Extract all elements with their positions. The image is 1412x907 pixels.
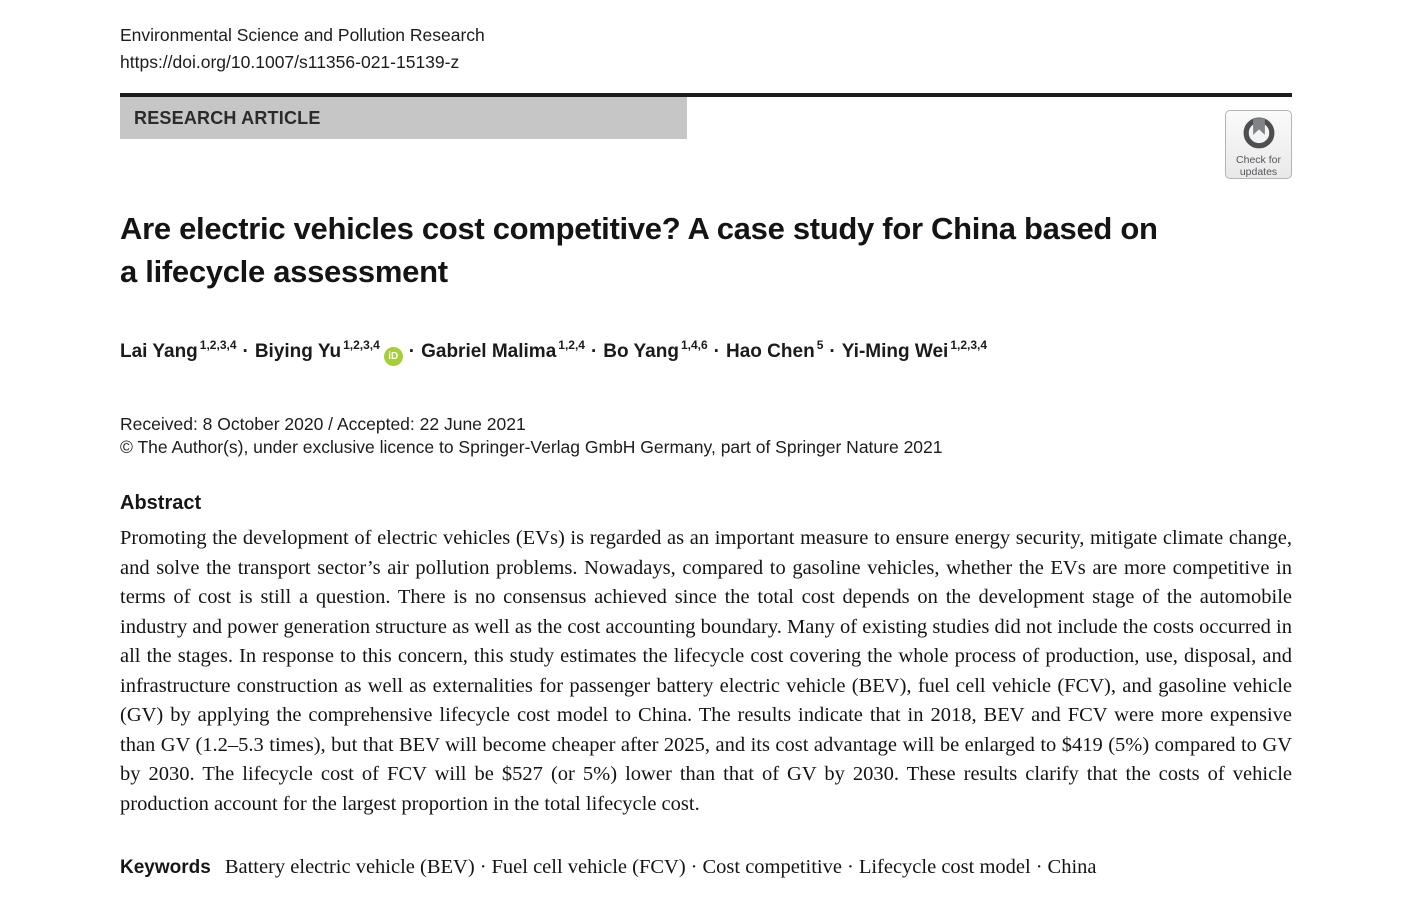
author-separator: · [408, 341, 416, 363]
author-separator: · [829, 341, 836, 363]
received-accepted-dates: Received: 8 October 2020 / Accepted: 22 June 2021 [120, 414, 526, 435]
orcid-icon[interactable]: iD [384, 347, 403, 366]
author-affiliations: 1,2,3,4 [950, 338, 988, 352]
keyword: Lifecycle cost model [858, 856, 1031, 879]
author-affiliations: 1,4,6 [680, 338, 708, 352]
author: Yi-Ming Wei $^{1,2,3,4}$ [841, 338, 988, 363]
author-line [120, 333, 1292, 366]
author: Bo Yang $^{1,4,6}$ [603, 338, 708, 363]
author: Hao Chen $^5$ [726, 338, 824, 363]
author-separator: · [713, 341, 720, 363]
article-type-band [120, 97, 687, 139]
keyword-separator: · [479, 856, 487, 879]
journal-name: Environmental Science and Pollution Research [120, 25, 485, 45]
header-rule [120, 93, 1292, 178]
keyword: Fuel cell vehicle (FCV) [491, 856, 686, 879]
keyword: China [1047, 856, 1097, 879]
author: Gabriel Malima $^{1,2,4}$ [421, 338, 585, 363]
paper-page [0, 22, 1412, 879]
keyword-separator: · [690, 856, 698, 879]
author-affiliations: 1,2,3,4 [343, 338, 380, 352]
keyword: Battery electric vehicle (BEV) [224, 856, 475, 879]
author: Lai Yang $^{1,2,3,4}$ [120, 338, 237, 363]
author-separator: · [242, 341, 249, 363]
keyword: Cost competitive [702, 856, 842, 879]
doi-link[interactable]: https://doi.org/10.1007/s11356-021-15139-z [120, 52, 460, 72]
check-for-updates-icon [1240, 111, 1278, 156]
author: Biying Yu $^{1,2,3,4}$iD [255, 341, 403, 362]
check-for-updates-badge[interactable] [1225, 110, 1292, 179]
author-affiliations: 1,2,3,4 [199, 338, 237, 352]
abstract-text: Promoting the development of electric vehicles (EVs) is regarded as an important measure to ensure energy security, mitigate climate change, and solve the transport sector’s air pollution problems. Nowadays, compared to gasoline vehicles, whether the EVs are more competitive in terms of cost is still a question. There is no consensus achieved since the total cost depends on the development stage of the automobile industry and power generation structure as well as the cost accounting boundary. Many of existing studies did not include the costs occurred in all the stages. In response to this concern, this study estimates the lifecycle cost covering the whole process of production, use, disposal, and infrastructure construction as well as externalities for passenger battery electric vehicle (BEV), fuel cell vehicle (FCV), and gasoline vehicle (GV) by applying the comprehensive lifecycle cost model to China. The results indicate that in 2018, BEV and FCV were more expensive than GV (1.2–5.3 times), but that BEV will become cheaper after 2025, and its cost advantage will be enlarged to $419 (5%) compared to GV by 2030. The lifecycle cost of FCV will be $527 (or 5%) lower than that of GV by 2030. These results clarify that the costs of vehicle production account for the largest proportion in the total lifecycle cost. [120, 527, 1292, 815]
keyword-separator: · [1035, 856, 1043, 879]
keyword-separator: · [846, 856, 854, 879]
article-meta [120, 413, 1292, 459]
copyright-line: © The Author(s), under exclusive licence to Springer-Verlag GmbH Germany, part of Springer Nature 2021 [120, 437, 943, 458]
check-for-updates-label: Check for updates [1236, 154, 1281, 178]
keywords-line [120, 856, 1292, 879]
author-separator: · [590, 341, 598, 363]
abstract-heading: Abstract [120, 492, 202, 515]
paper-title: Are electric vehicles cost competitive? A case study for China based on a lifecycle assessment [120, 211, 1158, 289]
author-affiliations: 5 [816, 338, 824, 352]
article-type-label: RESEARCH ARTICLE [134, 107, 321, 128]
keywords-label: Keywords [120, 857, 211, 879]
author-affiliations: 1,2,4 [558, 338, 585, 352]
